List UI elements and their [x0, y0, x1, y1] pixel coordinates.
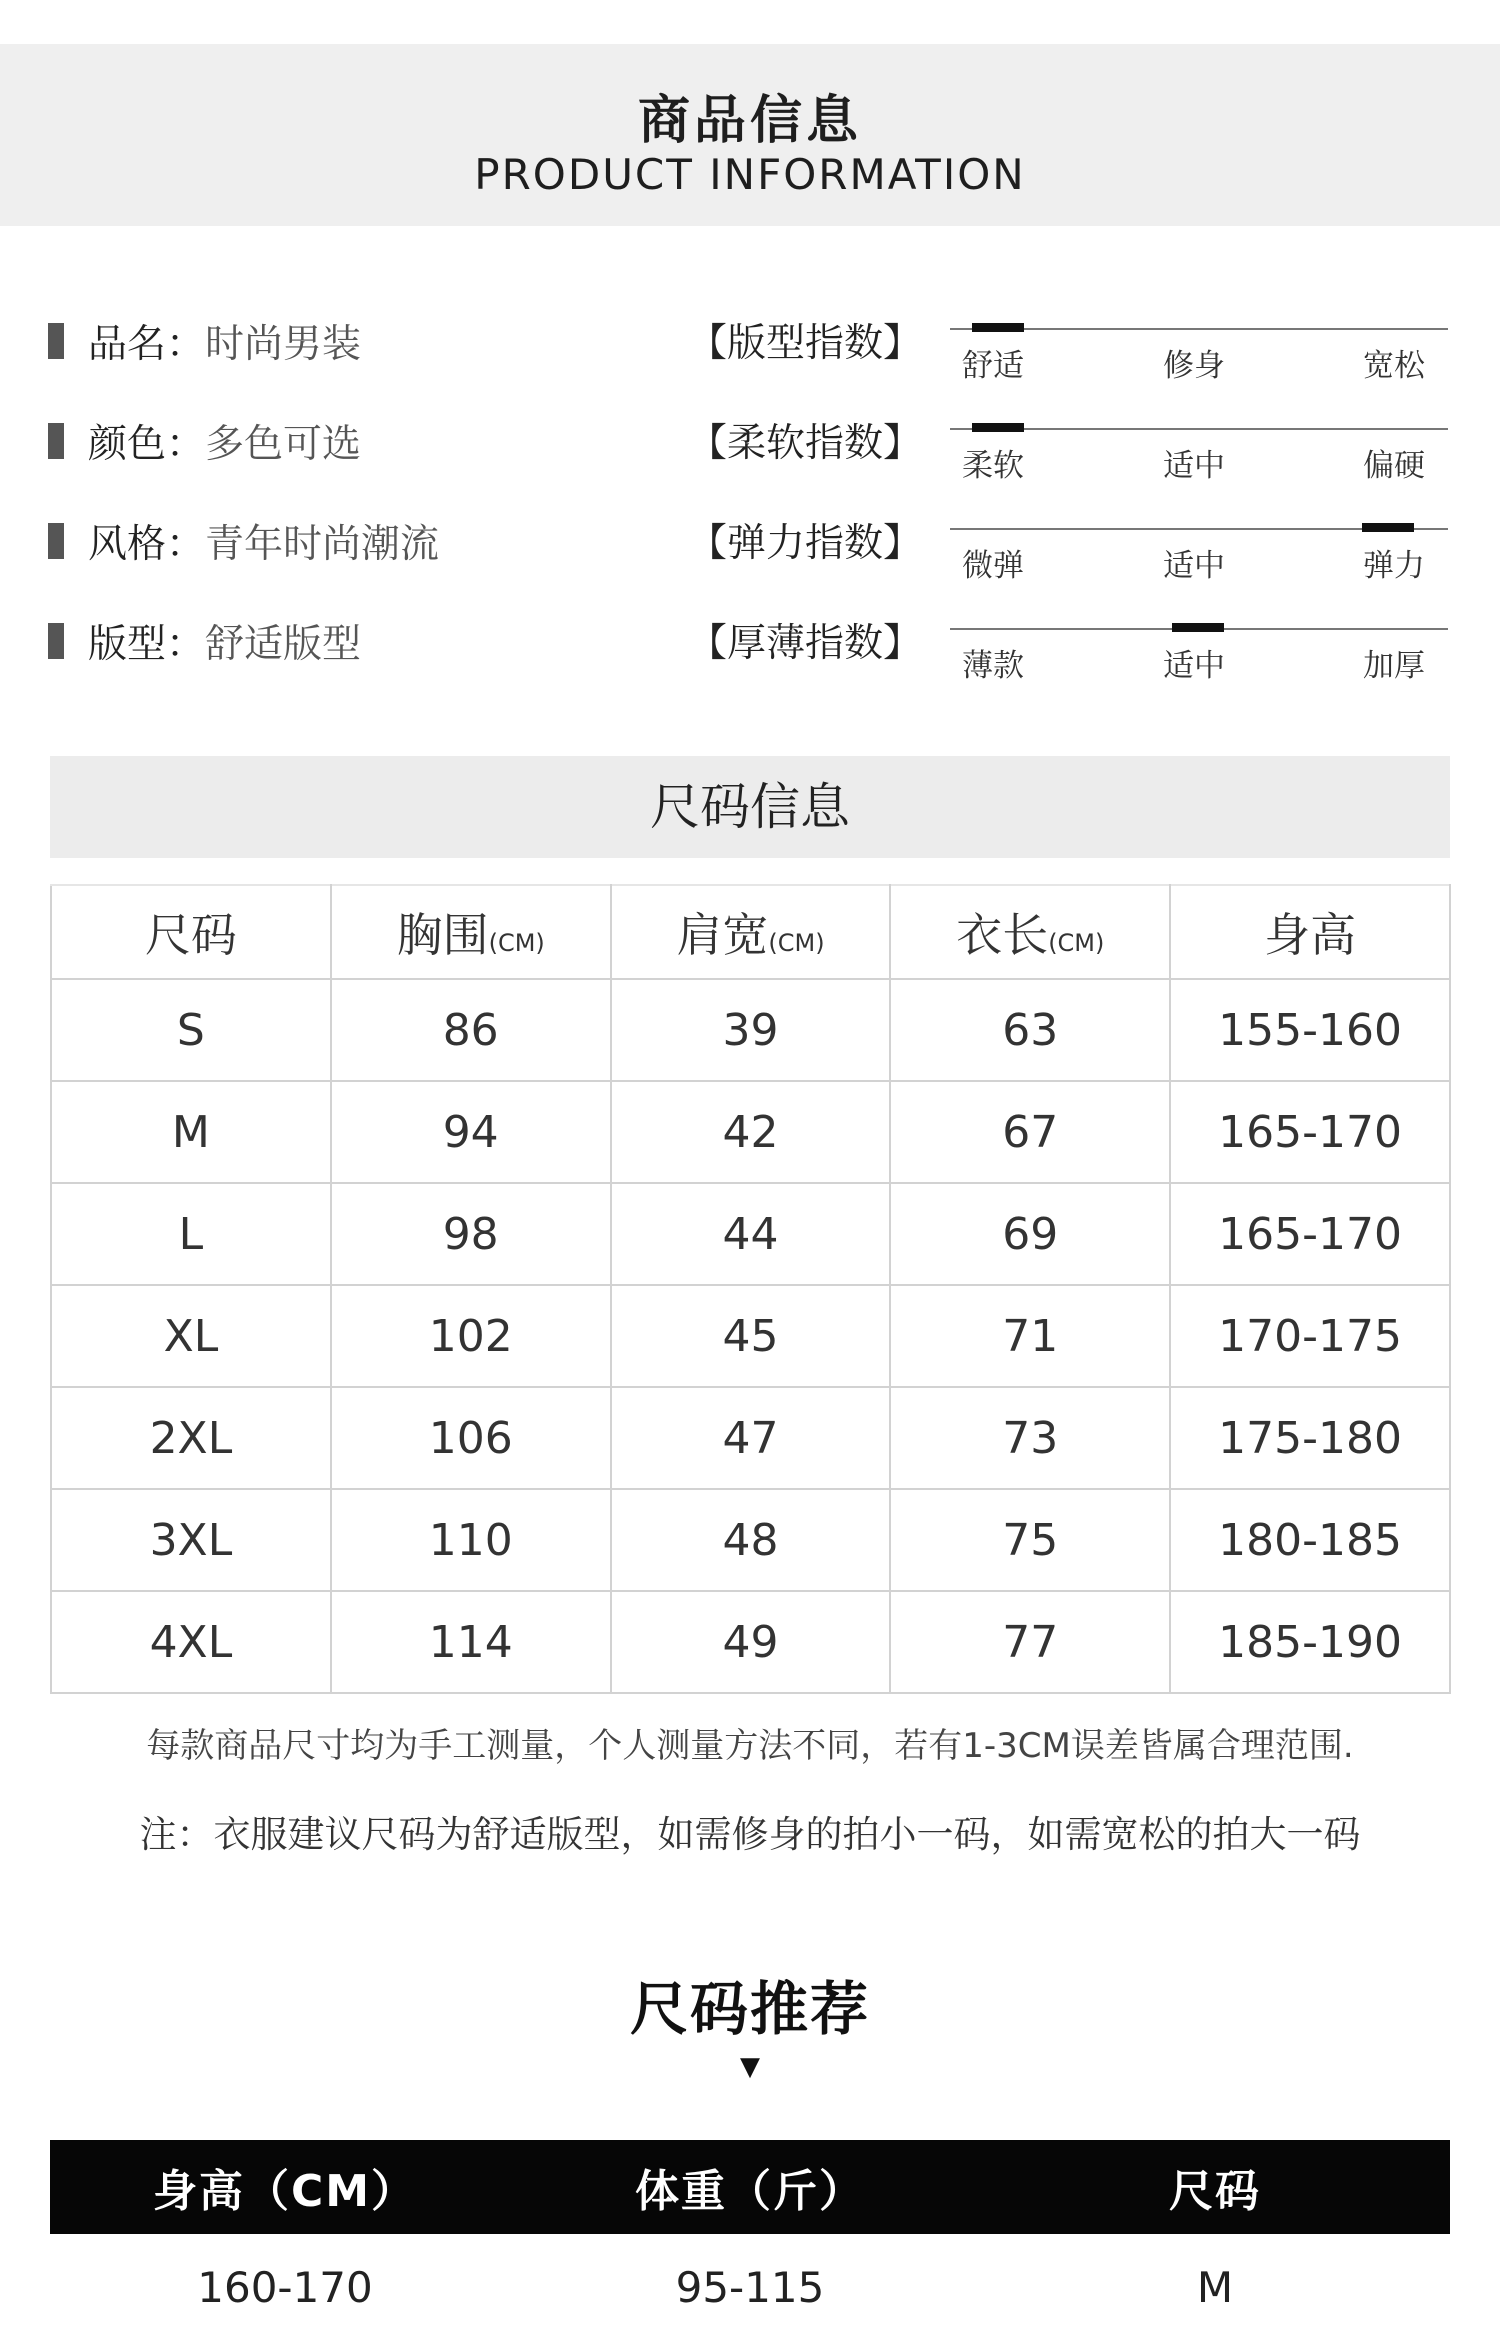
attribute-bullet	[48, 623, 64, 659]
table-cell: 71	[890, 1285, 1170, 1387]
scale-option: 柔软	[962, 448, 1024, 484]
attribute-key: 版型：	[88, 622, 206, 667]
index-label-softness: 【柔软指数】	[688, 421, 923, 466]
table-cell: 47	[611, 1387, 891, 1489]
recommendation-table	[50, 2140, 1450, 2340]
table-cell: 95-115	[675, 2262, 825, 2312]
table-header-row	[51, 885, 1450, 979]
table-cell: 73	[890, 1387, 1170, 1489]
table-cell: 48	[611, 1489, 891, 1591]
table-row	[51, 1489, 1450, 1591]
table-cell: 165-170	[1170, 1183, 1450, 1285]
down-arrow-icon: ▼	[740, 2052, 760, 2082]
attribute-bullet	[48, 323, 64, 359]
scale-option: 适中	[1163, 648, 1225, 684]
fit-index-scale	[950, 328, 1448, 398]
table-cell: 86	[331, 979, 611, 1081]
column-header-height: 身高（CM）	[50, 2140, 520, 2234]
attribute-bullet	[48, 423, 64, 459]
scale-option: 适中	[1163, 548, 1225, 584]
selected-marker	[1362, 523, 1414, 532]
attribute-value: 青年时尚潮流	[205, 522, 440, 567]
attribute-bullet	[48, 523, 64, 559]
column-header-size: 尺码	[980, 2140, 1450, 2234]
selected-marker	[972, 323, 1024, 332]
table-cell: 39	[611, 979, 891, 1081]
column-header-height: 身高	[1170, 885, 1450, 979]
table-cell: 49	[611, 1591, 891, 1693]
scale-option: 加厚	[1363, 648, 1425, 684]
table-cell: 165-170	[1170, 1081, 1450, 1183]
index-label-elasticity: 【弹力指数】	[688, 521, 923, 566]
size-recommendation-title: 尺码推荐	[629, 1975, 870, 2043]
table-row	[51, 1591, 1450, 1693]
attribute-fit	[48, 616, 361, 666]
table-cell: 67	[890, 1081, 1170, 1183]
scale-option: 舒适	[962, 348, 1024, 384]
table-cell: 102	[331, 1285, 611, 1387]
scale-option: 薄款	[962, 648, 1024, 684]
table-cell: 2XL	[51, 1387, 331, 1489]
scale-line	[950, 328, 1448, 330]
scale-option: 微弹	[962, 548, 1024, 584]
selected-marker	[972, 423, 1024, 432]
table-cell: M	[1196, 2262, 1234, 2312]
size-table	[50, 884, 1451, 1694]
table-cell: 4XL	[51, 1591, 331, 1693]
table-row	[51, 1285, 1450, 1387]
fit-advice-note: 注：衣服建议尺码为舒适版型，如需修身的拍小一码，如需宽松的拍大一码	[139, 1813, 1361, 1856]
index-label-fit: 【版型指数】	[688, 321, 923, 366]
attribute-value: 时尚男装	[205, 322, 362, 367]
table-cell: L	[51, 1183, 331, 1285]
attribute-value: 舒适版型	[205, 622, 362, 667]
table-cell: 44	[611, 1183, 891, 1285]
table-cell: 69	[890, 1183, 1170, 1285]
attribute-style	[48, 516, 439, 566]
table-cell: 106	[331, 1387, 611, 1489]
attribute-key: 品名：	[88, 322, 206, 367]
column-header-chest: 胸围(CM)	[331, 885, 611, 979]
table-cell: 63	[890, 979, 1170, 1081]
table-cell: S	[51, 979, 331, 1081]
table-cell: 110	[331, 1489, 611, 1591]
table-cell: M	[51, 1081, 331, 1183]
table-cell: 3XL	[51, 1489, 331, 1591]
column-header-length: 衣长(CM)	[890, 885, 1170, 979]
table-row	[51, 1081, 1450, 1183]
column-header-weight: 体重（斤）	[520, 2140, 980, 2234]
table-cell: 155-160	[1170, 979, 1450, 1081]
page-title: 商品信息	[637, 91, 862, 151]
table-row	[51, 1387, 1450, 1489]
attribute-value: 多色可选	[205, 422, 362, 467]
table-cell: 98	[331, 1183, 611, 1285]
table-row	[51, 979, 1450, 1081]
elasticity-index-scale	[950, 528, 1448, 598]
scale-option: 弹力	[1363, 548, 1425, 584]
measurement-note: 每款商品尺寸均为手工测量，个人测量方法不同，若有1-3CM误差皆属合理范围.	[146, 1726, 1354, 1766]
table-cell: 42	[611, 1081, 891, 1183]
table-cell: 180-185	[1170, 1489, 1450, 1591]
scale-option: 修身	[1163, 348, 1225, 384]
attribute-key: 颜色：	[88, 422, 206, 467]
index-label-thickness: 【厚薄指数】	[688, 621, 923, 666]
page-subtitle: PRODUCT INFORMATION	[474, 150, 1026, 199]
thickness-index-scale	[950, 628, 1448, 698]
attribute-color	[48, 416, 361, 466]
table-cell: 170-175	[1170, 1285, 1450, 1387]
table-row	[50, 2234, 1450, 2340]
table-cell: 160-170	[197, 2262, 373, 2312]
table-cell: 114	[331, 1591, 611, 1693]
table-row	[51, 1183, 1450, 1285]
table-cell: 94	[331, 1081, 611, 1183]
softness-index-scale	[950, 428, 1448, 498]
table-header-row	[50, 2140, 1450, 2234]
attribute-name	[48, 316, 361, 366]
size-info-title: 尺码信息	[50, 756, 1450, 858]
table-cell: 75	[890, 1489, 1170, 1591]
table-cell: 77	[890, 1591, 1170, 1693]
table-cell: 45	[611, 1285, 891, 1387]
scale-line	[950, 428, 1448, 430]
table-cell: XL	[51, 1285, 331, 1387]
scale-option: 宽松	[1363, 348, 1425, 384]
selected-marker	[1172, 623, 1224, 632]
scale-option: 偏硬	[1363, 448, 1425, 484]
product-info-header	[0, 44, 1500, 226]
scale-option: 适中	[1163, 448, 1225, 484]
table-cell: 175-180	[1170, 1387, 1450, 1489]
column-header-size: 尺码	[51, 885, 331, 979]
attribute-key: 风格：	[88, 522, 206, 567]
table-cell: 185-190	[1170, 1591, 1450, 1693]
column-header-shoulder: 肩宽(CM)	[611, 885, 891, 979]
